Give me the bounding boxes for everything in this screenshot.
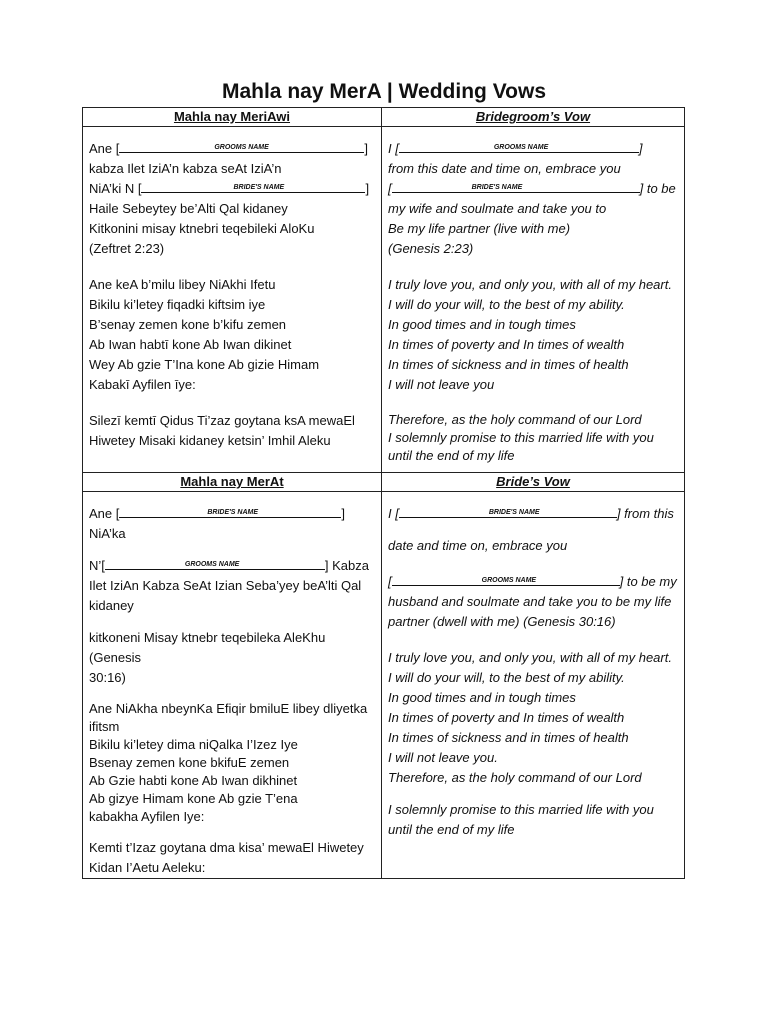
grooms-name-placeholder: GROOMS NAME <box>184 561 240 568</box>
grooms-name-placeholder: GROOMS NAME <box>214 144 269 151</box>
vows-table <box>82 107 685 879</box>
bridegroom-english-vow: I [ GROOMS NAME ] from this date and time on, embrace you [ BRIDE'S NAME ] to be my wife and soulmate and take you to Be my life partner (live with me) (Genesis 2:23) I truly love you, and only you, with all of my heart. I will do your will, to the best of my ability. In good times and in tough times In times of poverty and In times of wealth In times of sickness and in times of health I will not leave you Therefore, as the holy command of our Lord I solemnly promise to this married life with you until the end of my life <box>382 127 685 473</box>
brides-name-placeholder: BRIDE'S NAME <box>233 184 285 191</box>
brides-name-placeholder: BRIDE'S NAME <box>471 184 523 191</box>
bridegroom-vow-heading: Bridegroom’s Vow <box>382 108 685 127</box>
groom-tigrinya-vow: Ane [ GROOMS NAME ] kabza Ilet IziA’n kabza seAt IziA’n NiA’ki N [ BRIDE'S NAME ] Haile Sebeytey be’Alti Qal kidaney Kitkonini misay ktnebri teqebileki AloKu (Zeftret 2:23) Ane keA b’milu libey NiAkhi Ifetu Bikilu ki’letey fiqadki kiftsim iye B’senay zemen kone b’kifu zemen Ab Iwan habtī kone Ab Iwan dikinet Wey Ab gzie T’Ina kone Ab gizie Himam Kabakī Ayfilen īye: Silezī kemtī Qidus Ti’zaz goytana ksA mewaEl Hiwetey Misaki kidaney ketsin’ Imhil Aleku <box>83 127 382 473</box>
bride-tigrinya-vow: Ane [ BRIDE'S NAME ] NiA’ka N’[ GROOMS NAME ] Kabza Ilet IziAn Kabza SeAt Izian Seba’yey beA’lti Qal kidaney kitkoneni Misay ktnebr teqebileka AleKhu (Genesis 30:16) Ane NiAkha nbeynKa Efiqir bmiluE libey dliyetka ifitsm Bikilu ki’letey dima niQalka I’Izez Iye Bsenay zemen kone bkifuE zemen Ab Gzie habti kone Ab Iwan dikhinet Ab gizye Himam kone Ab gzie T’ena kabakha Ayfilen Iye: Kemti t’Izaz goytana dma kisa’ mewaEl Hiwetey Kidan I’Aetu Aeleku: <box>83 492 382 879</box>
grooms-name-placeholder: GROOMS NAME <box>493 144 549 151</box>
brides-name-placeholder: BRIDE'S NAME <box>207 509 259 516</box>
groom-tigrinya-heading: Mahla nay MeriAwi <box>83 108 382 127</box>
brides-name-placeholder: BRIDE'S NAME <box>488 509 540 516</box>
page-title: Mahla nay MerA | Wedding Vows <box>221 80 547 103</box>
bride-vow-heading: Bride’s Vow <box>382 473 685 492</box>
bride-tigrinya-heading: Mahla nay MerAt <box>83 473 382 492</box>
grooms-name-placeholder: GROOMS NAME <box>481 577 537 584</box>
bride-english-vow: I [ BRIDE'S NAME ] from this date and time on, embrace you [ GROOMS NAME ] to be my husband and soulmate and take you to be my life partner (dwell with me) (Genesis 30:16) I truly love you, and only you, with all of my heart. I will do your will, to the best of my ability. In good times and in tough times In times of poverty and In times of wealth In times of sickness and in times of health I will not leave you. Therefore, as the holy command of our Lord I solemnly promise to this married life with you until the end of my life <box>382 492 685 879</box>
